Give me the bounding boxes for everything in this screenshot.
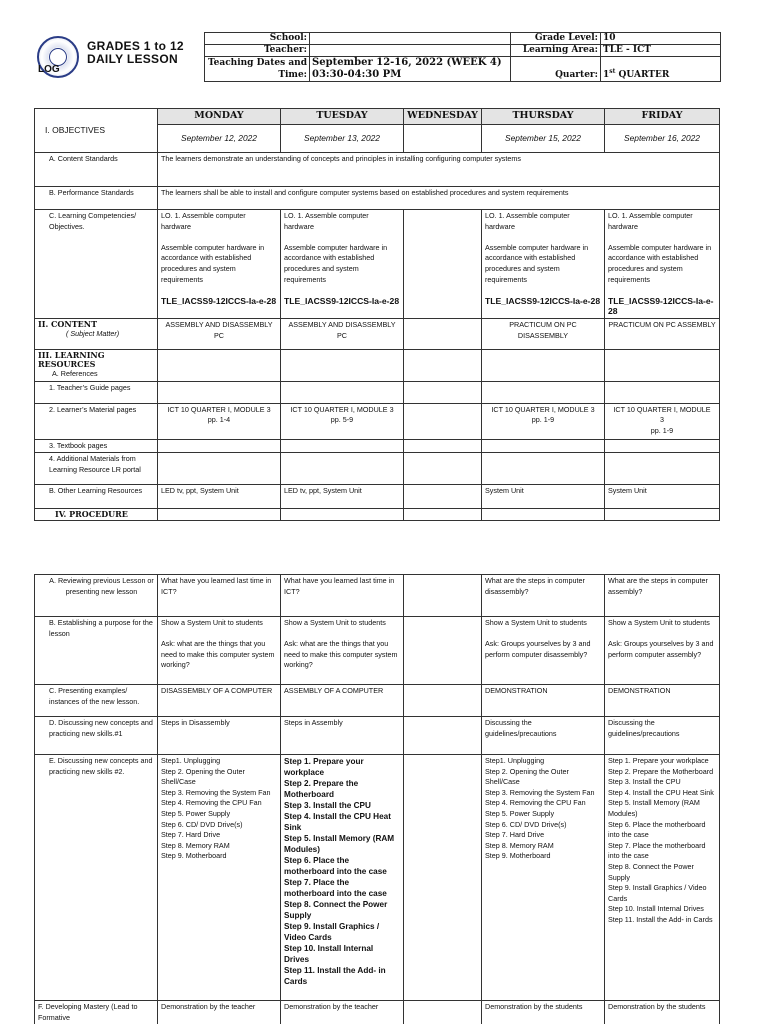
day-monday: MONDAY xyxy=(158,109,281,125)
establishing-purpose-label: B. Establishing a purpose for the lesson xyxy=(35,617,158,685)
step-item: Step 7. Place the motherboard into the case xyxy=(284,878,387,898)
step-item: Step 11. Install the Add- in Cards xyxy=(284,966,386,986)
step-item: Step 6. CD/ DVD Drive(s) xyxy=(485,819,567,829)
day-wednesday: WEDNESDAY xyxy=(404,109,482,125)
step-item: Step 8. Connect the Power Supply xyxy=(284,900,388,920)
step-item: Step 2. Opening the Outer Shell/Case xyxy=(161,766,245,787)
step-item: Step 1. Prepare your workplace xyxy=(608,756,709,765)
teacher-value xyxy=(310,45,511,57)
teaching-dates-value: September 12-16, 2022 (WEEK 4) 03:30-04:30 PM xyxy=(310,57,511,82)
lm-wednesday xyxy=(404,403,482,439)
content-friday: PRACTICUM ON PC ASSEMBLY xyxy=(605,318,720,349)
lc-thursday: LO. 1. Assemble computer hardware Assemble computer hardware in accordance with established procedures and system requirements TLE_IACSS9-12ICCS-Ia-e-28 xyxy=(482,210,605,319)
purpose-tuesday: Show a System Unit to students Ask: what are the things that you need to make this computer system working? xyxy=(281,617,404,685)
step-item: Step 4. Removing the CPU Fan xyxy=(485,798,586,808)
step-item: Step 8. Memory RAM xyxy=(161,840,230,850)
step-item: Step 5. Install Memory (RAM Modules) xyxy=(284,834,395,854)
school-value xyxy=(310,33,511,45)
discuss1-wednesday xyxy=(404,717,482,755)
content-wednesday xyxy=(404,318,482,349)
grade-level-value: 10 xyxy=(601,33,721,45)
date-friday: September 16, 2022 xyxy=(605,125,720,153)
additional-materials-label: 4. Additional Materials from Learning Resource LR portal xyxy=(35,453,158,485)
step-item: Step1. Unplugging xyxy=(485,756,545,765)
other-friday: System Unit xyxy=(605,485,720,509)
steps-thursday xyxy=(482,755,605,1001)
review-wednesday xyxy=(404,575,482,617)
quarter-value: 1st QUARTER xyxy=(601,57,721,82)
steps-wednesday xyxy=(404,755,482,1001)
content-standards-label: A. Content Standards xyxy=(35,153,158,187)
objectives-heading: I. OBJECTIVES xyxy=(35,109,158,153)
step-item: Step 4. Install the CPU Heat Sink xyxy=(284,812,391,832)
content-standards-text: The learners demonstrate an understanding of concepts and principles in installing configuring computer systems xyxy=(158,153,720,187)
learning-area-label: Learning Area: xyxy=(511,45,601,57)
discuss1-monday: Steps in Disassembly xyxy=(158,717,281,755)
step-item: Step 6. Place the motherboard into the case xyxy=(608,819,706,840)
steps-tuesday xyxy=(281,755,404,1001)
step-item: Step 3. Install the CPU xyxy=(284,801,371,810)
review-monday: What have you learned last time in ICT? xyxy=(158,575,281,617)
step-item: Step 9. Install Graphics / Video Cards xyxy=(284,922,380,942)
review-tuesday: What have you learned last time in ICT? xyxy=(281,575,404,617)
step-item: Step 11. Install the Add- in Cards xyxy=(608,914,713,924)
step-item: Step1. Unplugging xyxy=(161,756,221,765)
day-thursday: THURSDAY xyxy=(482,109,605,125)
mastery-thursday: Demonstration by the students xyxy=(482,1001,605,1024)
textbook-pages-label: 3. Textbook pages xyxy=(35,439,158,453)
learning-competencies-label: C. Learning Competencies/ Objectives. xyxy=(35,210,158,319)
teachers-guide-label: 1. Teacher’s Guide pages xyxy=(35,381,158,403)
lc-wednesday xyxy=(404,210,482,319)
mastery-tuesday: Demonstration by the teacher xyxy=(281,1001,404,1024)
date-thursday: September 15, 2022 xyxy=(482,125,605,153)
step-item: Step 2. Prepare the Motherboard xyxy=(284,779,359,799)
day-tuesday: TUESDAY xyxy=(281,109,404,125)
review-thursday: What are the steps in computer disassembly? xyxy=(482,575,605,617)
grade-level-label: Grade Level: xyxy=(511,33,601,45)
step-item: Step 5. Install Memory (RAM Modules) xyxy=(608,798,700,818)
discuss1-thursday: Discussing the guidelines/precautions xyxy=(482,717,605,755)
step-item: Step 9. Motherboard xyxy=(485,851,551,861)
presenting-examples-label: C. Presenting examples/ instances of the new lesson. xyxy=(35,685,158,717)
step-item: Step 6. Place the motherboard into the case xyxy=(284,856,387,876)
content-thursday: PRACTICUM ON PC DISASSEMBLY xyxy=(482,318,605,349)
discuss1-friday: Discussing the guidelines/precautions xyxy=(605,717,720,755)
lm-friday: ICT 10 QUARTER I, MODULE 3 pp. 1-9 xyxy=(605,403,720,439)
purpose-friday: Show a System Unit to students Ask: Groups yourselves by 3 and perform computer assembly? xyxy=(605,617,720,685)
learning-area-value: TLE - ICT xyxy=(601,45,721,57)
step-item: Step 7. Hard Drive xyxy=(161,830,221,840)
examples-thursday: DEMONSTRATION xyxy=(482,685,605,717)
discussing-concepts-2-label: E. Discussing new concepts and practicing new skills #2. xyxy=(35,755,158,1001)
step-item: Step 4. Removing the CPU Fan xyxy=(161,798,262,808)
other-thursday: System Unit xyxy=(482,485,605,509)
step-item: Step 7. Hard Drive xyxy=(485,830,545,840)
lc-monday: LO. 1. Assemble computer hardware Assemble computer hardware in accordance with established procedures and system requirements TLE_IACSS9-12ICCS-Ia-e-28 xyxy=(158,210,281,319)
step-item: Step 9. Install Graphics / Video Cards xyxy=(608,883,707,903)
examples-monday: DISASSEMBLY OF A COMPUTER xyxy=(158,685,281,717)
steps-friday xyxy=(605,755,720,1001)
review-friday: What are the steps in computer assembly? xyxy=(605,575,720,617)
document-title: GRADES 1 to 12 DAILY LESSON xyxy=(87,39,184,66)
performance-standards-label: B. Performance Standards xyxy=(35,187,158,210)
quarter-label: Quarter: xyxy=(511,57,601,82)
lm-thursday: ICT 10 QUARTER I, MODULE 3 pp. 1-9 xyxy=(482,403,605,439)
resources-heading: III. LEARNING RESOURCES A. References xyxy=(35,349,158,381)
purpose-wednesday xyxy=(404,617,482,685)
purpose-thursday: Show a System Unit to students Ask: Groups yourselves by 3 and perform computer disassembly? xyxy=(482,617,605,685)
step-item: Step 8. Memory RAM xyxy=(485,840,554,850)
date-monday: September 12, 2022 xyxy=(158,125,281,153)
discuss1-tuesday: Steps in Assembly xyxy=(281,717,404,755)
mastery-monday: Demonstration by the teacher xyxy=(158,1001,281,1024)
lc-tuesday: LO. 1. Assemble computer hardware Assemble computer hardware in accordance with established procedures and system requirements TLE_IACSS9-12ICCS-Ia-e-28 xyxy=(281,210,404,319)
step-item: Step 10. Install Internal Drives xyxy=(284,944,374,964)
step-item: Step 2. Prepare the Motherboard xyxy=(608,766,714,776)
examples-wednesday xyxy=(404,685,482,717)
content-tuesday: ASSEMBLY AND DISASSEMBLY PC xyxy=(281,318,404,349)
steps-monday xyxy=(158,755,281,1001)
mastery-wednesday xyxy=(404,1001,482,1024)
lc-friday: LO. 1. Assemble computer hardware Assemble computer hardware in accordance with established procedures and system requirements TLE_IACSS9-12ICCS-Ia-e-28 xyxy=(605,210,720,319)
day-friday: FRIDAY xyxy=(605,109,720,125)
step-item: Step 3. Install the CPU xyxy=(608,777,681,787)
examples-friday: DEMONSTRATION xyxy=(605,685,720,717)
other-tuesday: LED tv, ppt, System Unit xyxy=(281,485,404,509)
lm-tuesday: ICT 10 QUARTER I, MODULE 3 pp. 5-9 xyxy=(281,403,404,439)
logo-text: LOG xyxy=(38,64,60,75)
step-item: Step 2. Opening the Outer Shell/Case xyxy=(485,766,569,787)
examples-tuesday: ASSEMBLY OF A COMPUTER xyxy=(281,685,404,717)
content-monday: ASSEMBLY AND DISASSEMBLY PC xyxy=(158,318,281,349)
lesson-table-part1 xyxy=(34,108,720,521)
step-item: Step 8. Connect the Power Supply xyxy=(608,861,694,882)
step-item: Step 10. Install Internal Drives xyxy=(608,904,704,914)
date-wednesday xyxy=(404,125,482,153)
other-monday: LED tv, ppt, System Unit xyxy=(158,485,281,509)
other-wednesday xyxy=(404,485,482,509)
purpose-monday: Show a System Unit to students Ask: what are the things that you need to make this computer system working? xyxy=(158,617,281,685)
learners-material-label: 2. Learner’s Material pages xyxy=(35,403,158,439)
step-item: Step 7. Place the motherboard into the case xyxy=(608,840,706,861)
discussing-concepts-1-label: D. Discussing new concepts and practicing new skills.#1 xyxy=(35,717,158,755)
date-tuesday: September 13, 2022 xyxy=(281,125,404,153)
step-item: Step 5. Power Supply xyxy=(485,808,555,818)
mastery-friday: Demonstration by the students xyxy=(605,1001,720,1024)
step-item: Step 4. Install the CPU Heat Sink xyxy=(608,787,714,797)
header-info-table xyxy=(204,32,721,82)
developing-mastery-label: F. Developing Mastery (Lead to Formative xyxy=(35,1001,158,1024)
step-item: Step 3. Removing the System Fan xyxy=(485,787,595,797)
teacher-label: Teacher: xyxy=(205,45,310,57)
teaching-dates-label: Teaching Dates and Time: xyxy=(205,57,310,82)
step-item: Step 3. Removing the System Fan xyxy=(161,787,271,797)
step-item: Step 1. Prepare your workplace xyxy=(284,757,364,777)
lesson-table-part2 xyxy=(34,574,720,1024)
step-item: Step 5. Power Supply xyxy=(161,808,231,818)
procedure-heading: IV. PROCEDURE xyxy=(35,509,158,521)
reviewing-previous-label: A. Reviewing previous Lesson or presenting new lesson xyxy=(35,575,158,617)
performance-standards-text: The learners shall be able to install and configure computer systems based on established procedures and system requirements xyxy=(158,187,720,210)
content-heading: II. CONTENT ( Subject Matter) xyxy=(35,318,158,349)
step-item: Step 9. Motherboard xyxy=(161,851,227,861)
school-label: School: xyxy=(205,33,310,45)
lm-monday: ICT 10 QUARTER I, MODULE 3 pp. 1-4 xyxy=(158,403,281,439)
step-item: Step 6. CD/ DVD Drive(s) xyxy=(161,819,243,829)
other-resources-label: B. Other Learning Resources xyxy=(35,485,158,509)
